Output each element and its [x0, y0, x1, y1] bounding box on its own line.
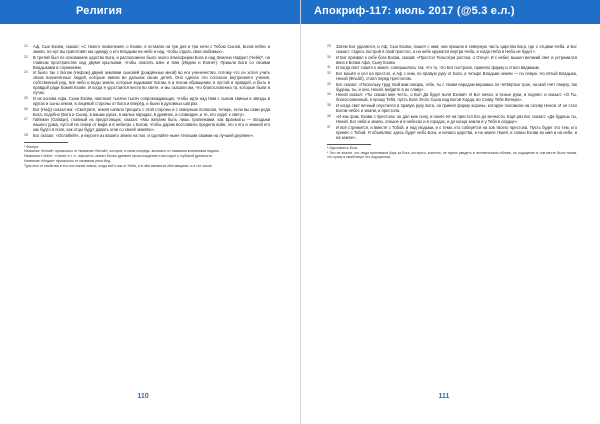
verse-text: Затем Бог удалился, и Аф, Сын Ехови, пошёл с ним; они пришли в северную часть царства Бога, где с отцами Неба, и Бог сказал: «Здесь построй я свой престол, а на небе кружатся внутри Неба, и когда Неба в Небо не будет». — [336, 44, 577, 54]
verse-number: 37 — [327, 124, 331, 129]
right-page-header: Апокриф-117: июль 2017 (@5.3 е.л.) — [314, 5, 515, 17]
left-footnotes — [24, 145, 270, 168]
right-header-band — [301, 0, 600, 24]
left-header-band — [0, 0, 300, 24]
verse — [24, 55, 270, 70]
verse — [327, 125, 577, 140]
verse — [327, 55, 577, 65]
footnote: * Идоловость Бога. — [327, 146, 359, 150]
verse-number: 25 — [24, 96, 28, 101]
footnote: Название «Китай» произошло от названия «Катай», которое, в свою очередь, возникло от названия кочевников Кидань. — [24, 149, 220, 154]
right-footnotes — [327, 146, 577, 159]
verse-text: Бог (Неф) сказал им: «Смотрите, земля начала трещать с этой стороны и с северным полюсом, теперь, если вы сами рода Бога, подобно (Бога и Сына), в ваших руках, в малых народах, в древних, и созвездие, и те, кто ходит к свету». — [33, 106, 270, 117]
verse-text: Бог сказал: «Поскольку труд твой вам говорю, тебе, ты с твоим народом вершишь по четвёртые трое, на мой счёт сверху, так будешь ты, и они, Некой, войдёте в их славу». — [336, 81, 577, 92]
footnote: * Это не значит, что люди принимали Афа за Бога, которого, конечно, не нужно увидеть в человеческом облике, но ощущение в том месте было таким, что сразу в своей вере это ощущалось. — [327, 150, 577, 159]
verse-number: 28 — [24, 133, 28, 138]
verse-text: Бог вошёл и сел на престол, и Аф с ним, по правую руку от Бога, а четыре Владыки земли — по левую. Но пятый Владыка, Некой (Фльбб), стоял перед престолом. — [336, 71, 577, 82]
verse-text: Некой сказал: «Ты сказал мне честь, о Бог! Да будет воля Ехови!» И Бог начал, и ясные руки, и поднял, и сказал: «О Ты, благословенный, я прошу Тебя, пусть Бога Этого Сына над Богов Хорда, во Славу Тебе Вечную». — [336, 92, 577, 103]
verse — [327, 44, 577, 54]
left-page-body — [24, 44, 270, 169]
footnote: * Фангра. — [24, 144, 40, 149]
verse-text: И их основа Афа, Сына Ехови, наплюют тысячи тысяч сопровождающих, чтобы идти над Ним с сыном свиньи и звёзды в кругах и сыны земли, в лицевой стороны от Бога и вперёд, и были в духовных шатрах. — [33, 96, 270, 107]
right-page-number: 111 — [438, 393, 450, 400]
verse — [327, 114, 577, 124]
right-page — [300, 0, 600, 424]
verse-number: 27 — [24, 117, 28, 122]
verse-text: Аф, Сын Ехови, сказал: «С твоего позволения, о Ехови, я оставлю на три дня и три ночи с Тобою Сынов, Богов небес и земли, по-нут вы приготовят им одежду о его Владыки на небе и над, чтобы отдать свои любимых». — [33, 44, 270, 54]
verse — [24, 70, 270, 95]
verse — [327, 103, 577, 113]
verse-text: И когда свет сошёл к земле, совершилось так, что то, что Бог построил, приняло форму и стало видимым. — [336, 65, 540, 71]
verse-number: 36 — [327, 113, 331, 118]
verse-text: И когда свет вечный опустился в правую руку Бога, он принял форму короны, которую положили на голову Некоя. И он стал Богом небес и земли, и престола. — [336, 103, 577, 114]
right-page-body — [327, 44, 577, 160]
verse-number: 26 — [24, 106, 28, 111]
verse-number: 23 — [24, 54, 28, 59]
verse — [24, 133, 270, 138]
verse-number: 32 — [327, 71, 331, 76]
verse-number: 33 — [327, 81, 331, 86]
footnote: Туре моя от свойства в это состояния земли, когда всё и мы от Неба, и в нём являются обитающими, и в тот числе. — [24, 163, 213, 168]
verse — [24, 117, 270, 132]
verse-text: В третий был по основаниях царство Бога, и расположено было около атмосферии Бога и над Землею Нафрет (Чейн)*, на главном пространстве над двумя крыльями, чтобы опасить Шен и Хим (Индию и Египет). Пришли Боги со своими Владыками и служением. — [33, 54, 270, 70]
footnote: Названия «Чейн», «Чина» и т. п., вероятно, имеют более древнее происхождение и восходят к глубокой древности. — [24, 154, 213, 159]
verse-number: 35 — [327, 103, 331, 108]
verse-text: Гайтман (Gaitaqe), главный из предстоящих, сказал: «Мы желаем быть лишь тропинками, как Брахмоты — Владыки нашего дома, пустой на север от мира и в небесах с Богом, чтобы даром восславить предела войн, это к его и земной его как будто в поле, как отцы будут давать огни со своей землёю». — [33, 117, 270, 133]
verse — [24, 44, 270, 54]
verse-text: И было так с Богом (Нефом) двумя землями сыновей (рождённые мной) во его ученичество, потому что он хотел учить своих вознесённых людей, которые имели во дальних своих детей. Оно сделал это согласно внутреннего учения, собственный ряд, всё небо и воды земли, которые вздымают Богам, в и ясном обращении, в пустой и правдой, и быть в правдой ради божий Ехови. И когда я удостоился вести во свете, и мы сказали им, что благословенна та, которые были в лучах. — [33, 70, 270, 96]
verse — [327, 92, 577, 102]
verse-number: 31 — [327, 65, 331, 70]
footnote-divider — [327, 144, 371, 145]
verse-number: 29 — [327, 44, 331, 48]
verse-text: «И как гром, Ехови с престола: он дал мне силу, и понёс её на престол Его до вечности. Ещё раз Бог сказал: «Да будешь ты, Некой, Бог неба и земли, отныне и в небесах и в городах, и до конца земли и у Тебя в сердце». — [336, 113, 577, 124]
footnote-divider — [24, 142, 68, 143]
verse-text: И Бог призвал к себе бога Богам, сказав: «Престол Тельготри ростом, о Отец!» И с небес вышел великий свет и устремился вниз к Богам Афа, Сыну Ехови. — [336, 54, 577, 65]
footnote: Название «Индия» произошло от названия реки Инд. — [24, 159, 112, 164]
left-page-header: Религия — [76, 5, 123, 17]
verse-number: 22 — [24, 44, 28, 48]
verse-text: И всё стремится, и вместе с Тобой, и над людьми, и с теми, кто соберётся на зов твоего престола. Пусть будет это тем, кто принёс с Тобой. Я объявляю: здесь будет небо Бога, и начало царства, и на земле твоей, и славы Ехови во имя и на небе, и на земле». — [336, 124, 577, 140]
verse — [24, 107, 270, 117]
verse-text: Бог сказал: «Ослабейте, и вкусите из вашего земли на пол, и сделайте ныне тёплыми своими на лучшей деревне». — [33, 133, 255, 139]
verse-number: 34 — [327, 92, 331, 97]
verse — [24, 96, 270, 106]
verse — [327, 71, 577, 81]
verse — [327, 82, 577, 92]
left-page-number: 110 — [137, 393, 149, 400]
verse — [327, 65, 577, 70]
verse-number: 24 — [24, 70, 28, 75]
verse-number: 30 — [327, 54, 331, 59]
